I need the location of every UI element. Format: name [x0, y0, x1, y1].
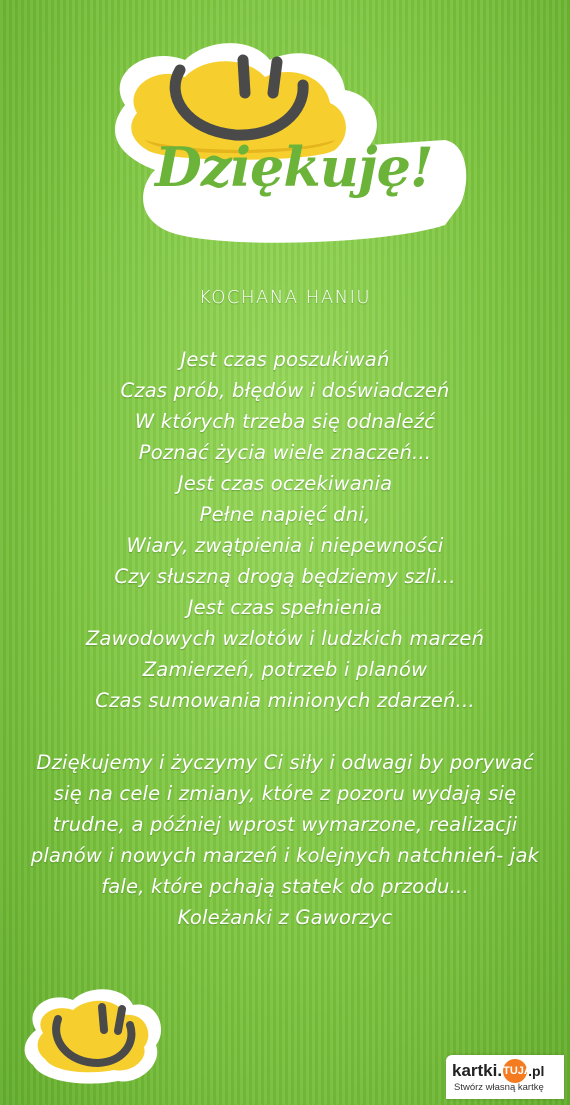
greeting: KOCHANA HANIU [198, 287, 372, 308]
brand-name [452, 1059, 544, 1083]
wishes-paragraph: Dziękujemy i życzymy Ci siły i odwagi by porywać się na cele i zmiany, które z pozoru wydają się trudne, a później wprost wymarzone, realizacji planów i nowych marzeń i kolejnych natchnień- jak fale, które pchają statek do przodu... [30, 751, 540, 898]
poem-line: Pełne napięć dni, [199, 503, 371, 526]
poem-line: Czas prób, błędów i doświadczeń [120, 379, 450, 402]
poem-line: Czas sumowania minionych zdarzeń... [95, 689, 475, 712]
poem-line: Jest czas spełnienia [187, 596, 383, 619]
brand-prefix: kartki. [452, 1061, 503, 1080]
header-title: Dziękuję! [155, 135, 433, 199]
brand-suffix: .pl [528, 1063, 545, 1079]
poem-line: Jest czas oczekiwania [177, 472, 393, 495]
footer-badge [18, 985, 168, 1093]
signature: Koleżanki z Gaworzyc [177, 906, 393, 929]
poem [20, 282, 550, 933]
poem-line: W których trzeba się odnaleźć [134, 410, 436, 433]
brand-logo[interactable] [446, 1055, 564, 1099]
poem-line: Zamierzeń, potrzeb i planów [142, 658, 428, 681]
header-badge [85, 35, 470, 250]
poem-line: Czy słuszną drogą będziemy szli... [114, 565, 456, 588]
poem-line: Zawodowych wzlotów i ludzkich marzeń [85, 627, 485, 650]
smiley-icon [18, 985, 168, 1093]
poem-line: Jest czas poszukiwań [180, 348, 390, 371]
poem-line: Poznać życia wiele znaczeń... [138, 441, 432, 464]
poem-line: Wiary, zwątpienia i niepewności [126, 534, 444, 557]
poem-gap [20, 716, 550, 747]
brand-tuja-badge: TUJA [503, 1059, 527, 1083]
brand-tagline: Stwórz własną kartkę [454, 1082, 544, 1093]
